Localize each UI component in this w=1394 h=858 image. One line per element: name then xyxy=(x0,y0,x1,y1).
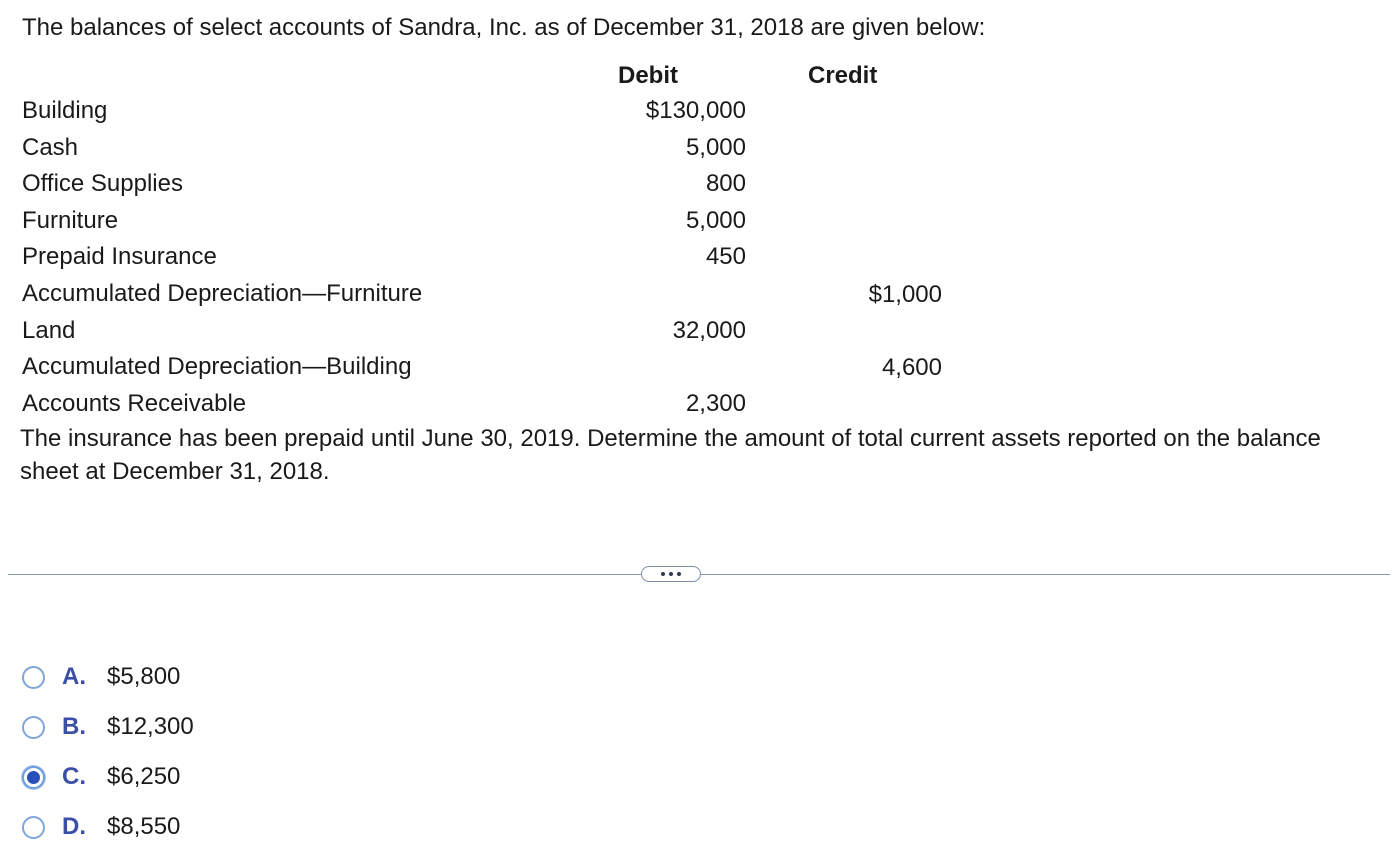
account-name: Accounts Receivable xyxy=(22,389,247,417)
account-name: Office Supplies xyxy=(22,170,183,198)
account-row xyxy=(0,349,1394,386)
debit-amount: 5,000 xyxy=(685,206,746,234)
option-value: $5,800 xyxy=(107,663,181,690)
account-name: Cash xyxy=(22,133,79,161)
radio-button-selected[interactable] xyxy=(22,766,45,789)
answer-option-c[interactable] xyxy=(22,752,194,802)
credit-amount: $1,000 xyxy=(868,280,942,308)
account-name: Land xyxy=(22,316,76,344)
account-name: Furniture xyxy=(22,206,119,234)
radio-button[interactable] xyxy=(22,666,45,689)
ellipsis-icon xyxy=(669,572,673,576)
debit-amount: 2,300 xyxy=(685,389,746,417)
option-value: $6,250 xyxy=(107,763,181,790)
debit-amount: 32,000 xyxy=(672,316,746,344)
account-row xyxy=(0,166,1394,203)
credit-amount: 4,600 xyxy=(881,354,942,382)
debit-amount: $130,000 xyxy=(645,97,746,124)
option-letter: A. xyxy=(62,663,86,690)
answer-option-d[interactable] xyxy=(22,802,194,852)
account-row xyxy=(0,386,1394,423)
option-letter: B. xyxy=(62,713,86,740)
ellipsis-icon xyxy=(677,572,681,576)
account-name: Accumulated Depreciation—Building xyxy=(22,353,412,381)
account-balances-table xyxy=(0,93,1394,422)
option-value: $8,550 xyxy=(107,813,181,840)
problem-intro: The balances of select accounts of Sandra, Inc. as of December 31, 2018 are given below: xyxy=(22,14,986,41)
account-name: Accumulated Depreciation—Furniture xyxy=(22,279,423,307)
show-more-button[interactable] xyxy=(641,566,701,582)
answer-options xyxy=(22,652,194,852)
ellipsis-icon xyxy=(661,572,665,576)
radio-button[interactable] xyxy=(22,716,45,739)
account-row xyxy=(0,130,1394,167)
account-row xyxy=(0,276,1394,313)
debit-amount: 800 xyxy=(705,170,746,198)
account-row xyxy=(0,93,1394,130)
answer-option-a[interactable] xyxy=(22,652,194,702)
radio-selected-dot xyxy=(27,771,40,784)
debit-amount: 5,000 xyxy=(685,133,746,161)
answer-option-b[interactable] xyxy=(22,702,194,752)
debit-column-header: Debit xyxy=(618,62,678,89)
account-row xyxy=(0,239,1394,276)
option-letter: D. xyxy=(62,813,86,840)
debit-amount: 450 xyxy=(705,243,746,271)
credit-column-header: Credit xyxy=(808,62,878,89)
radio-button[interactable] xyxy=(22,816,45,839)
account-row xyxy=(0,203,1394,240)
account-name: Prepaid Insurance xyxy=(22,243,217,271)
option-letter: C. xyxy=(62,763,86,790)
question-text: The insurance has been prepaid until June 30, 2019. Determine the amount of total current assets reported on the balance sheet at December 31, 2018. xyxy=(20,425,1321,485)
account-name: Building xyxy=(22,97,108,124)
option-value: $12,300 xyxy=(107,713,194,740)
account-row xyxy=(0,313,1394,350)
